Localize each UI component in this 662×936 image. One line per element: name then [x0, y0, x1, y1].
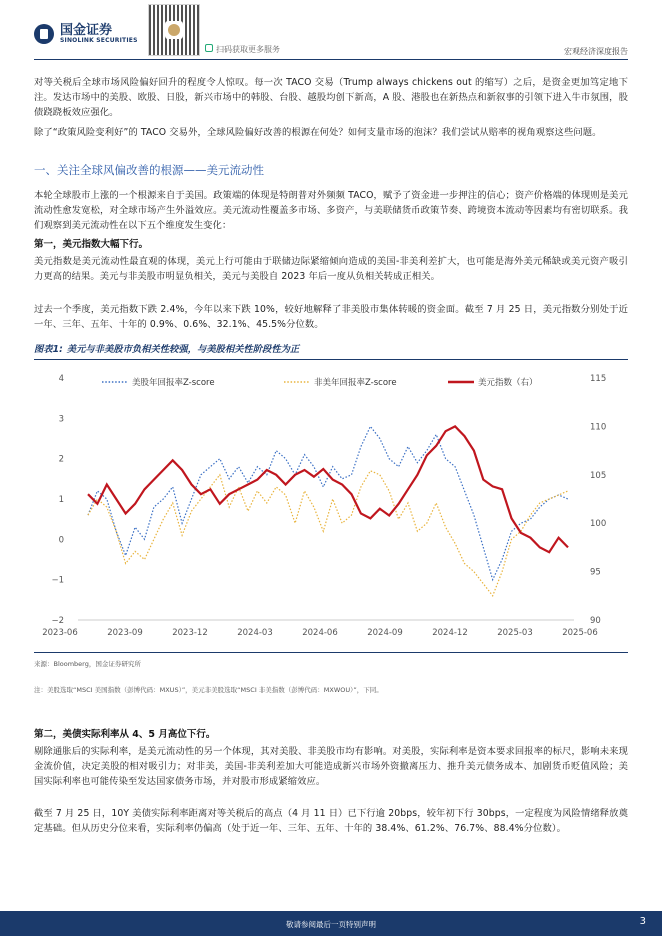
y-left-tick-label: 3	[58, 414, 64, 425]
y-left-tick-label: 0	[58, 535, 64, 546]
x-tick-label: 2024-06	[302, 628, 338, 638]
company-logo	[34, 24, 138, 44]
section-title: 一、关注全球风偏改善的根源——美元流动性	[34, 163, 264, 177]
x-tick-label: 2023-09	[107, 628, 143, 638]
page-footer	[0, 911, 662, 936]
legend-label-2: 美元指数（右）	[478, 378, 538, 388]
x-tick-label: 2025-03	[497, 628, 533, 638]
figure-bottom-rule	[34, 652, 628, 653]
y-left-tick-label: −1	[51, 575, 64, 586]
x-tick-label: 2024-12	[432, 628, 468, 638]
page-header	[0, 0, 662, 62]
header-divider	[34, 59, 628, 60]
line-chart	[34, 364, 628, 640]
logo-en: SINOLINK SECURITIES	[60, 37, 138, 44]
x-tick-label: 2023-06	[42, 628, 78, 638]
figure-label: 图表1:	[34, 344, 63, 355]
x-tick-label: 2025-06	[562, 628, 598, 638]
y-right-tick-label: 115	[590, 374, 607, 384]
qr-code-icon[interactable]	[148, 4, 200, 56]
x-tick-label: 2024-09	[367, 628, 403, 638]
chart-note: 注：美股选取“MSCI 美国指数（彭博代码：MXUS）”，美元非美股选取“MSCI 非美指数（彭博代码：MXWOU）”，下同。	[34, 686, 383, 694]
y-right-tick-label: 105	[590, 470, 607, 481]
scan-hint	[205, 44, 280, 55]
paragraph-real-rate: 剔除通胀后的实际利率，是美元流动性的另一个体现，其对美股、非美股市均有影响。对美股，实际利率是资本要求回报率的标尺，影响未来现金流价值，决定美股的相对吸引力；对非美，美国-非美利差加大可能造成新兴市场外资撤离压力、推升美元债务成本、加剧货币贬值风险；美国实际利率也可能传染至发达国家债务市场，并对股市形成紧缩效应。	[34, 746, 628, 787]
logo-cn: 国金证券	[60, 23, 113, 38]
y-right-tick-label: 100	[590, 519, 607, 530]
figure-caption: 美元与非美股市负相关性较强，与美股相关性阶段性为正	[66, 344, 300, 355]
paragraph-intro: 本轮全球股市上涨的一个根源来自于美国。政策端的体现是特朗普对外频频 TACO，赋予了资金进一步押注的信心；资产价格端的体现则是美元流动性愈发宽松，对全球市场产生外溢效应。美元流动性覆盖多市场、多资产，与美联储货币政策节奏、跨境资本流动等因素均有密切联系。我们观察到美元流动性在以下五个维度发生变化：	[34, 190, 628, 231]
y-left-tick-label: 2	[58, 454, 64, 465]
subheading-dollar-index: 第一，美元指数大幅下行。	[34, 239, 149, 250]
legend-label-1: 非美年回报率Z-score	[314, 378, 397, 388]
series-line-1	[88, 471, 568, 596]
scan-icon	[205, 44, 213, 52]
subheading-real-rate: 第二，美债实际利率从 4、5 月高位下行。	[34, 729, 216, 740]
series-line-0	[88, 426, 568, 579]
page-number: 3	[639, 916, 646, 927]
chart-container	[34, 364, 628, 640]
x-tick-label: 2023-12	[172, 628, 208, 638]
y-left-tick-label: 1	[58, 495, 64, 505]
series-line-2	[88, 426, 568, 552]
y-left-tick-label: −2	[51, 616, 64, 626]
legend-label-0: 美股年回报率Z-score	[132, 378, 215, 388]
chart-source: 来源：Bloomberg，国金证券研究所	[34, 660, 141, 668]
paragraph-question: 除了“政策风险变利好”的 TACO 交易外，全球风险偏好改善的根源在何处？如何支量市场的泡沫？我们尝试从赔率的视角观察这些问题。	[34, 127, 602, 138]
paragraph-dollar-decline: 过去一个季度，美元指数下跌 2.4%，今年以来下跌 10%，较好地解释了非美股市集体转暖的资金面。截至 7 月 25 日，美元指数分别处于近一年、三年、五年、十年的 0.9%、0.6%、32.1%、45.5%分位数。	[34, 304, 628, 330]
y-right-tick-label: 95	[590, 567, 601, 578]
y-right-tick-label: 110	[590, 422, 607, 433]
y-right-tick-label: 90	[590, 616, 601, 626]
footer-disclaimer-link[interactable]: 敬请参阅最后一页特别声明	[286, 920, 376, 929]
logo-mark-icon	[34, 24, 54, 44]
scan-text: 扫码获取更多服务	[216, 45, 280, 54]
paragraph-dollar-index: 美元指数是美元流动性最直观的体现，美元上行可能由于联储边际紧缩倾向造成的美国-非美利差扩大，也可能是海外美元稀缺或美元资产吸引力更高的结果。美元与非美股市明显负相关，美元与美股自 2023 年后一度从负相关转成正相关。	[34, 256, 628, 282]
figure-title	[34, 341, 628, 360]
report-type: 宏观经济深度报告	[564, 47, 628, 56]
x-tick-label: 2024-03	[237, 628, 273, 638]
paragraph-taco: 对等关税后全球市场风险偏好回升的程度令人惊叹。每一次 TACO 交易（Trump always chickens out 的缩写）之后，是资金更加笃定地下注。发达市场中的美股、欧股、日股，新兴市场中的韩股、台股、越股均创下新高，A 股、港股也在新热点和新叙事的引领下进入牛市氛围，股债跷跷板效应强化。	[34, 77, 628, 118]
y-left-tick-label: 4	[58, 374, 64, 384]
paragraph-real-rate-level: 截至 7 月 25 日，10Y 美债实际利率距离对等关税后的高点（4 月 11 日）已下行逾 20bps，较年初下行 30bps，一定程度为风险情绪释放奠定基础。但从历史分位来看，实际利率仍偏高（处于近一年、三年、五年、十年的 38.4%、61.2%、76.7%、88.4%分位数）。	[34, 808, 628, 834]
